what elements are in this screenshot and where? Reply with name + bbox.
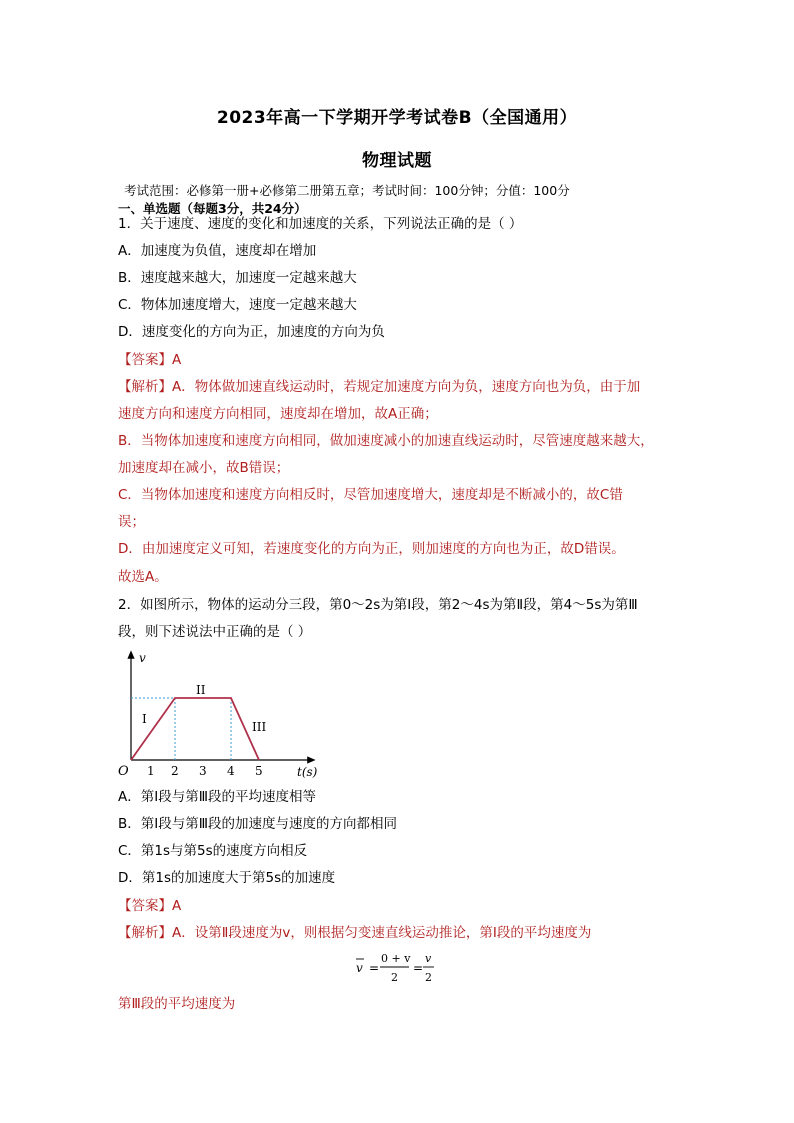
q2-analysis-line: 【解析】A．设第Ⅱ段速度为v，则根据匀变速直线运动推论，第Ⅰ段的平均速度为 <box>118 925 592 941</box>
q2-option-a: A．第Ⅰ段与第Ⅲ段的平均速度相等 <box>118 789 317 805</box>
tick-label: 2 <box>171 764 179 778</box>
q1-analysis-line: 故选A。 <box>118 569 168 585</box>
q1-option-d: D．速度变化的方向为正，加速度的方向为负 <box>118 324 385 340</box>
segment-label-3: III <box>252 720 267 734</box>
tick-label: 3 <box>199 764 207 778</box>
segment-label-2: II <box>196 683 206 697</box>
q2-answer: 【答案】A <box>118 898 182 914</box>
q2-option-d: D．第1s的加速度大于第5s的加速度 <box>118 870 336 886</box>
tick-label: 1 <box>147 764 155 778</box>
velocity-curve <box>131 698 259 760</box>
exam-title: 2023年高一下学期开学考试卷B（全国通用） <box>216 108 578 128</box>
q1-analysis-line: 速度方向和速度方向相同，速度却在增加，故A正确； <box>118 406 438 422</box>
origin-label: O <box>118 764 129 779</box>
q1-option-c: C．物体加速度增大，速度一定越来越大 <box>118 297 357 313</box>
q1-analysis-line: 误； <box>118 514 145 530</box>
exam-subtitle: 物理试题 <box>362 151 432 171</box>
q2-stem: 段，则下述说法中正确的是（ ） <box>118 624 312 640</box>
q1-analysis-line: D．由加速度定义可知，若速度变化的方向为正，则加速度的方向也为正，故D错误。 <box>118 541 625 557</box>
formula-num: 0 + v <box>381 952 411 965</box>
average-velocity-formula <box>352 948 442 988</box>
q1-analysis-line: 加速度却在减小，故B错误； <box>118 460 290 476</box>
formula-eq: = <box>369 961 380 975</box>
q1-stem: 1．关于速度、速度的变化和加速度的关系，下列说法正确的是（ ） <box>118 216 523 232</box>
q1-analysis-line: B．当物体加速度和速度方向相同，做加速度减小的加速直线运动时，尽管速度越来越大， <box>118 433 654 449</box>
formula-den: 2 <box>425 971 432 984</box>
q1-answer: 【答案】A <box>118 352 182 368</box>
formula-eq: = <box>413 961 424 975</box>
y-axis-label: v <box>139 651 146 665</box>
tick-label: 4 <box>227 764 235 778</box>
q2-analysis-line: 第Ⅲ段的平均速度为 <box>118 996 236 1012</box>
q2-option-c: C．第1s与第5s的速度方向相反 <box>118 843 308 859</box>
q1-option-a: A．加速度为负值，速度却在增加 <box>118 243 317 259</box>
q1-option-b: B．速度越来越大，加速度一定越来越大 <box>118 270 357 286</box>
x-axis-label: t(s) <box>297 765 318 779</box>
q1-analysis-line: 【解析】A．物体做加速直线运动时，若规定加速度方向为负，速度方向也为负，由于加 <box>118 379 641 395</box>
segment-label-1: I <box>142 712 147 726</box>
vt-graph <box>112 648 322 780</box>
q2-stem: 2．如图所示，物体的运动分三段，第0～2s为第Ⅰ段，第2～4s为第Ⅱ段，第4～5s为第Ⅲ <box>118 597 638 613</box>
q1-analysis-line: C．当物体加速度和速度方向相反时，尽管加速度增大，速度却是不断减小的，故C错 <box>118 487 623 503</box>
formula-den: 2 <box>391 971 398 984</box>
q2-option-b: B．第Ⅰ段与第Ⅲ段的加速度与速度的方向都相同 <box>118 816 398 832</box>
formula-lhs: v <box>356 961 363 975</box>
formula-num: v <box>425 952 432 965</box>
exam-info: 考试范围：必修第一册+必修第二册第五章；考试时间：100分钟；分值：100分 <box>124 183 570 198</box>
tick-label: 5 <box>255 764 263 778</box>
section-heading: 一、单选题（每题3分，共24分） <box>118 201 307 216</box>
